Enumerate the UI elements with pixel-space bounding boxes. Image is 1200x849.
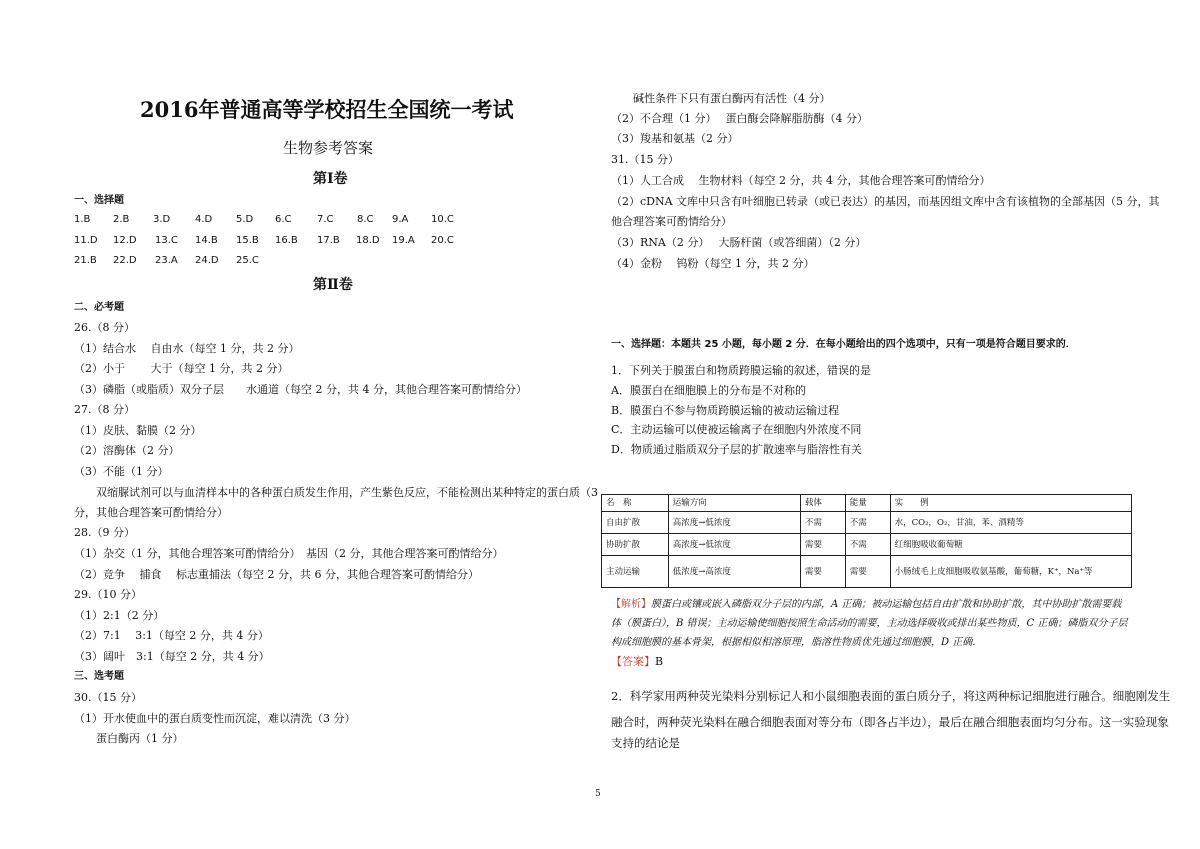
answer-line: 30.（15 分） <box>74 691 142 704</box>
answer-line: （3）羧基和氨基（2 分） <box>611 132 739 145</box>
table-header-cell: 载体 <box>800 495 845 512</box>
table-row <box>602 556 1132 588</box>
answer-item: 2.B <box>113 214 130 225</box>
table-cell: 红细胞吸收葡萄糖 <box>890 534 1131 556</box>
answer-item: 21.B <box>74 255 97 266</box>
answer-item: 8.C <box>357 214 374 225</box>
answer-item: 19.A <box>392 235 415 246</box>
table-cell: 不需 <box>845 512 890 534</box>
question-2-line: 支持的结论是 <box>611 736 680 750</box>
answer-line: 碱性条件下只有蛋白酶丙有活性（4 分） <box>611 92 831 105</box>
explanation-text: 膜蛋白或镶或嵌入磷脂双分子层的内部，A 正确；被动运输包括自由扩散和协助扩散，其中协助扩散需要载体（膜蛋白），B 错误；主动运输使细胞按照生命活动的需要，主动选择吸收或排出某些物质，C 正确；磷脂双分子层构成细胞膜的基本骨架，根据相似相溶原理，脂溶性物质优先通过细胞膜，D 正确． <box>611 599 1128 648</box>
answer-item: 14.B <box>195 235 218 246</box>
table-cell: 高浓度→低浓度 <box>668 534 800 556</box>
table-header-cell: 实 例 <box>890 495 1131 512</box>
answer-item: 15.B <box>236 235 259 246</box>
table-header-row <box>602 495 1132 512</box>
table-cell: 主动运输 <box>602 556 669 588</box>
answer-item: 10.C <box>431 214 454 225</box>
answer-item: 9.A <box>392 214 409 225</box>
answer-tag: 【答案】 <box>611 655 655 668</box>
answer-item: 1.B <box>74 214 91 225</box>
section-3-heading: 三、选考题 <box>74 671 124 682</box>
answer-line: （3）RNA（2 分） 大肠杆菌（或答细菌）（2 分） <box>611 236 867 249</box>
table-cell: 需要 <box>800 556 845 588</box>
answer-line: （2）溶酶体（2 分） <box>74 444 180 457</box>
answer-line: 29.（10 分） <box>74 588 142 601</box>
answer-item: 25.C <box>236 255 259 266</box>
table-header-cell: 能量 <box>845 495 890 512</box>
answer-line: 26.（8 分） <box>74 321 135 334</box>
table-cell: 协助扩散 <box>602 534 669 556</box>
volume-2-heading: 第Ⅱ卷 <box>313 277 353 293</box>
volume-1-heading: 第Ⅰ卷 <box>313 171 348 187</box>
answer-line: （2）竞争 捕食 标志重捕法（每空 2 分，共 6 分，其他合理答案可酌情给分） <box>74 568 479 581</box>
exam-title: 2016年普通高等学校招生全国统一考试 <box>140 97 514 122</box>
answer-item: 11.D <box>74 235 98 246</box>
section-2-heading: 二、必考题 <box>74 302 124 313</box>
answer-item: 17.B <box>317 235 340 246</box>
table-cell: 高浓度→低浓度 <box>668 512 800 534</box>
answer-item: 7.C <box>317 214 334 225</box>
question-1-option: A．膜蛋白在细胞膜上的分布是不对称的 <box>611 384 806 397</box>
answer-line: （1）开水使血中的蛋白质变性而沉淀，难以清洗（3 分） <box>74 712 356 725</box>
answer-item: 20.C <box>431 235 454 246</box>
question-1-stem: 1．下列关于膜蛋白和物质跨膜运输的叙述，错误的是 <box>611 364 871 377</box>
answer-line: （2）cDNA 文库中只含有叶细胞已转录（或已表达）的基因，而基因组文库中含有该植物的全部基因（5 分，其 <box>611 195 1160 208</box>
table-header-cell: 名 称 <box>602 495 669 512</box>
answer-grid <box>74 213 494 273</box>
answer-line: （2）7:1 3:1（每空 2 分，共 4 分） <box>74 629 269 642</box>
answer-line: （1）结合水 自由水（每空 1 分，共 2 分） <box>74 342 300 355</box>
question-1-option: D．物质通过脂质双分子层的扩散速率与脂溶性有关 <box>611 443 862 456</box>
question-2-line: 2．科学家用两种荧光染料分别标记人和小鼠细胞表面的蛋白质分子，将这两种标记细胞进行融合。细胞刚发生 <box>611 689 1171 703</box>
answer-item: 6.C <box>275 214 292 225</box>
answer-line: （3）磷脂（或脂质）双分子层 水通道（每空 2 分，共 4 分，其他合理答案可酌情给分） <box>74 383 527 396</box>
question-2-line: 融合时，两种荧光染料在融合细胞表面对等分布（即各占半边），最后在融合细胞表面均匀分布。这一实验现象 <box>611 715 1169 729</box>
page-number: 5 <box>595 789 601 799</box>
answer-item: 16.B <box>275 235 298 246</box>
answer-line: 他合理答案可酌情给分） <box>611 215 732 228</box>
answer-line: 分，其他合理答案可酌情给分） <box>74 506 228 519</box>
answer-value: B <box>655 655 664 668</box>
answer-line: 蛋白酶丙（1 分） <box>74 732 184 745</box>
answer-subtitle: 生物参考答案 <box>283 139 374 157</box>
answer-item: 13.C <box>155 235 178 246</box>
answer-line: 28.（9 分） <box>74 526 135 539</box>
answer-line: （4）金粉 钨粉（每空 1 分，共 2 分） <box>611 257 815 270</box>
table-row <box>602 534 1132 556</box>
answer-line: 双缩脲试剂可以与血清样本中的各种蛋白质发生作用，产生紫色反应，不能检测出某种特定的蛋白质（3 <box>74 486 598 499</box>
table-cell: 水，CO₂，O₂，甘油，苯、酒精等 <box>890 512 1131 534</box>
answer-line: （1）2:1（2 分） <box>74 609 165 622</box>
answer-item: 12.D <box>113 235 137 246</box>
question-1-option: B．膜蛋白不参与物质跨膜运输的被动运输过程 <box>611 404 840 417</box>
answer-line: 27.（8 分） <box>74 403 135 416</box>
transport-table <box>601 494 1132 588</box>
answer-item: 24.D <box>195 255 219 266</box>
table-cell: 不需 <box>845 534 890 556</box>
answer-item: 3.D <box>153 214 171 225</box>
section-1-heading: 一、选择题 <box>74 195 124 206</box>
answer-line: （3）不能（1 分） <box>74 465 169 478</box>
table-cell: 低浓度→高浓度 <box>668 556 800 588</box>
answer-key <box>611 655 663 669</box>
question-section-heading: 一、选择题：本题共 25 小题，每小题 2 分．在每小题给出的四个选项中，只有一项是符合题目要求的． <box>611 339 1076 350</box>
answer-item: 18.D <box>356 235 380 246</box>
question-1-option: C．主动运输可以使被运输离子在细胞内外浓度不同 <box>611 423 862 436</box>
answer-item: 22.D <box>113 255 137 266</box>
table-header-cell: 运输方向 <box>668 495 800 512</box>
answer-item: 23.A <box>155 255 178 266</box>
table-cell: 需要 <box>845 556 890 588</box>
answer-line: （2）不合理（1 分） 蛋白酶会降解脂肪酶（4 分） <box>611 112 868 125</box>
answer-item: 4.D <box>195 214 213 225</box>
answer-line: （1）人工合成 生物材料（每空 2 分，共 4 分，其他合理答案可酌情给分） <box>611 174 991 187</box>
answer-line: （1）皮肤、黏膜（2 分） <box>74 424 202 437</box>
answer-line: （2）小于 大于（每空 1 分，共 2 分） <box>74 362 289 375</box>
table-cell: 需要 <box>800 534 845 556</box>
answer-item: 5.D <box>236 214 254 225</box>
table-cell: 不需 <box>800 512 845 534</box>
table-cell: 小肠绒毛上皮细胞吸收氨基酸，葡萄糖，K⁺，Na⁺等 <box>890 556 1131 588</box>
table-cell: 自由扩散 <box>602 512 669 534</box>
answer-line: 31.（15 分） <box>611 153 679 166</box>
answer-line: （1）杂交（1 分，其他合理答案可酌情给分） 基因（2 分，其他合理答案可酌情给分） <box>74 547 504 560</box>
table-row <box>602 512 1132 534</box>
explanation <box>611 595 1131 652</box>
answer-line: （3）阔叶 3:1（每空 2 分，共 4 分） <box>74 650 270 663</box>
explanation-tag: 【解析】 <box>611 599 651 610</box>
